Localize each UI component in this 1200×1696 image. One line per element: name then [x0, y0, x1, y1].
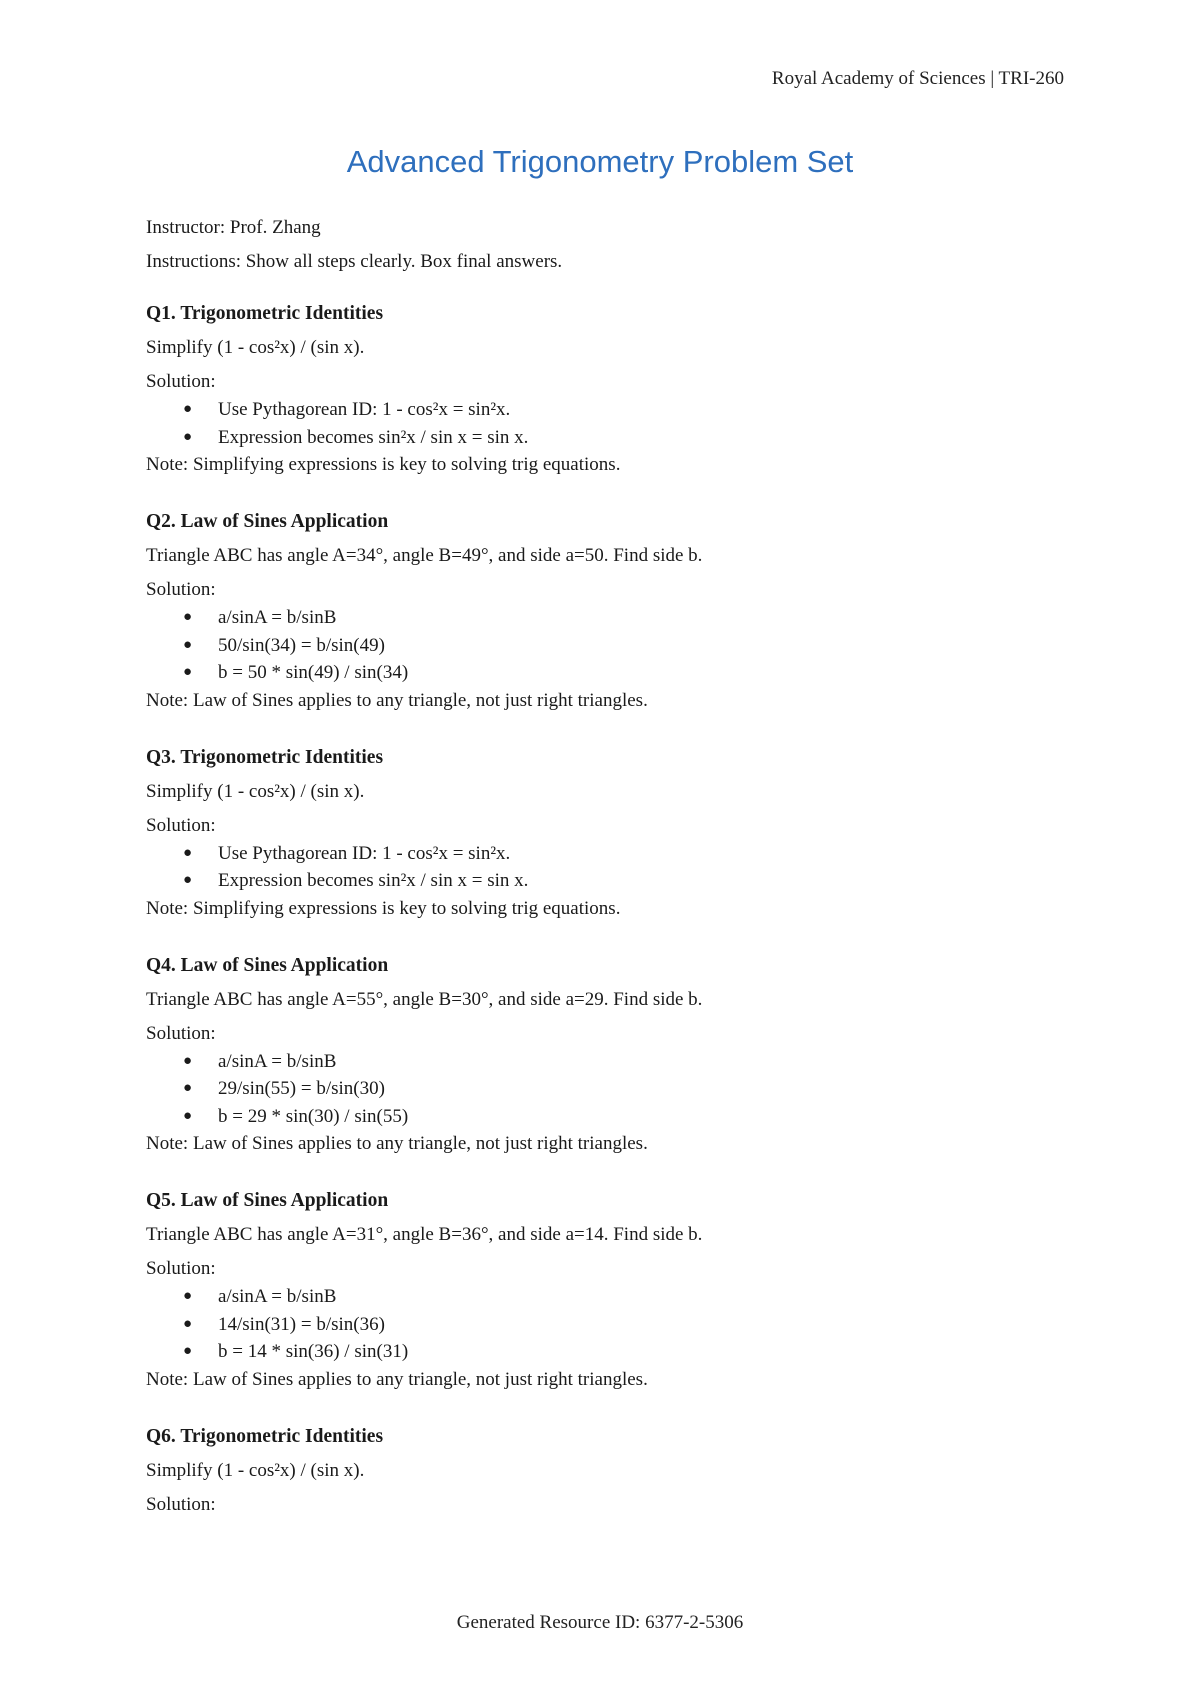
instructor-line: Instructor: Prof. Zhang — [146, 217, 321, 238]
solution-step-text: 50/sin(34) = b/sin(49) — [218, 634, 385, 656]
question-title: Q6. Trigonometric Identities — [146, 1425, 384, 1447]
question-prompt: Simplify (1 - cos²x) / (sin x). — [146, 337, 365, 358]
question-prompt: Simplify (1 - cos²x) / (sin x). — [146, 780, 365, 802]
solution-label: Solution: — [146, 1493, 216, 1515]
bullet-icon: ● — [183, 609, 193, 625]
solution-step — [146, 1075, 1066, 1103]
bullet-icon: ● — [183, 844, 193, 861]
solution-step — [146, 840, 1066, 868]
solution-step — [146, 424, 1066, 452]
solution-label: Solution: — [146, 579, 216, 600]
solution-label: Solution: — [146, 1258, 216, 1279]
solution-steps — [146, 396, 1066, 451]
page-header: Royal Academy of Sciences | TRI-260 — [771, 68, 1064, 89]
question-block — [146, 949, 1066, 1162]
question-block — [146, 1420, 1066, 1522]
question-prompt: Simplify (1 - cos²x) / (sin x). — [146, 1459, 365, 1481]
solution-step-text: Expression becomes sin²x / sin x = sin x. — [218, 426, 529, 448]
solution-step-text: 29/sin(55) = b/sin(30) — [218, 1078, 385, 1099]
solution-step-text: Use Pythagorean ID: 1 - cos²x = sin²x. — [218, 842, 511, 864]
bullet-icon: ● — [183, 1107, 193, 1124]
page-footer: Generated Resource ID: 6377-2-5306 — [456, 1612, 744, 1633]
bullet-icon: ● — [183, 1343, 193, 1359]
solution-step-text: b = 14 * sin(36) / sin(31) — [218, 1341, 409, 1362]
question-title: Q1. Trigonometric Identities — [146, 303, 384, 324]
solution-steps — [146, 604, 1066, 687]
question-list — [146, 297, 1066, 1545]
bullet-icon: ● — [183, 428, 193, 445]
bullet-icon: ● — [183, 1052, 193, 1069]
solution-step-text: 14/sin(31) = b/sin(36) — [218, 1313, 385, 1335]
solution-label: Solution: — [146, 371, 216, 392]
question-note: Note: Law of Sines applies to any triangle, not just right triangles. — [146, 1133, 648, 1154]
question-note: Note: Law of Sines applies to any triangle, not just right triangles. — [146, 689, 648, 711]
bullet-icon: ● — [183, 1080, 193, 1096]
solution-step — [146, 1311, 1066, 1339]
document-title: Advanced Trigonometry Problem Set — [346, 144, 854, 179]
solution-step — [146, 396, 1066, 424]
solution-step-text: a/sinA = b/sinB — [218, 1286, 337, 1307]
question-title: Q5. Law of Sines Application — [146, 1190, 389, 1211]
question-title: Q3. Trigonometric Identities — [146, 746, 384, 768]
bullet-icon: ● — [183, 401, 193, 417]
solution-step-text: b = 50 * sin(49) / sin(34) — [218, 662, 409, 683]
solution-step — [146, 659, 1066, 687]
bullet-icon: ● — [183, 872, 193, 888]
question-block — [146, 505, 1066, 718]
solution-step-text: b = 29 * sin(30) / sin(55) — [218, 1105, 409, 1127]
question-note: Note: Simplifying expressions is key to solving trig equations. — [146, 454, 621, 475]
question-block — [146, 741, 1066, 926]
bullet-icon: ● — [183, 1315, 193, 1332]
solution-step — [146, 1103, 1066, 1131]
solution-steps — [146, 1283, 1066, 1366]
solution-step — [146, 1048, 1066, 1076]
instructions-line: Instructions: Show all steps clearly. Box final answers. — [146, 251, 563, 272]
solution-step — [146, 1283, 1066, 1311]
solution-step-text: Expression becomes sin²x / sin x = sin x. — [218, 870, 529, 891]
bullet-icon: ● — [183, 636, 193, 653]
question-note: Note: Simplifying expressions is key to solving trig equations. — [146, 897, 621, 919]
solution-step — [146, 632, 1066, 660]
question-prompt: Triangle ABC has angle A=55°, angle B=30°, and side a=29. Find side b. — [146, 988, 703, 1010]
solution-step — [146, 604, 1066, 632]
question-block — [146, 1184, 1066, 1397]
solution-steps — [146, 1048, 1066, 1131]
solution-step-text: a/sinA = b/sinB — [218, 1050, 337, 1072]
question-title: Q2. Law of Sines Application — [146, 511, 389, 532]
solution-step — [146, 1338, 1066, 1366]
question-note: Note: Law of Sines applies to any triangle, not just right triangles. — [146, 1368, 648, 1390]
bullet-icon: ● — [183, 1288, 193, 1304]
solution-step-text: Use Pythagorean ID: 1 - cos²x = sin²x. — [218, 399, 511, 420]
solution-step-text: a/sinA = b/sinB — [218, 607, 337, 628]
solution-label: Solution: — [146, 814, 216, 836]
solution-label: Solution: — [146, 1022, 216, 1044]
question-title: Q4. Law of Sines Application — [146, 954, 389, 976]
question-prompt: Triangle ABC has angle A=31°, angle B=36°, and side a=14. Find side b. — [146, 1224, 703, 1245]
question-block — [146, 297, 1066, 482]
question-prompt: Triangle ABC has angle A=34°, angle B=49°, and side a=50. Find side b. — [146, 545, 703, 566]
solution-steps — [146, 840, 1066, 895]
bullet-icon: ● — [183, 664, 193, 680]
document-meta — [146, 211, 562, 279]
solution-step — [146, 867, 1066, 895]
